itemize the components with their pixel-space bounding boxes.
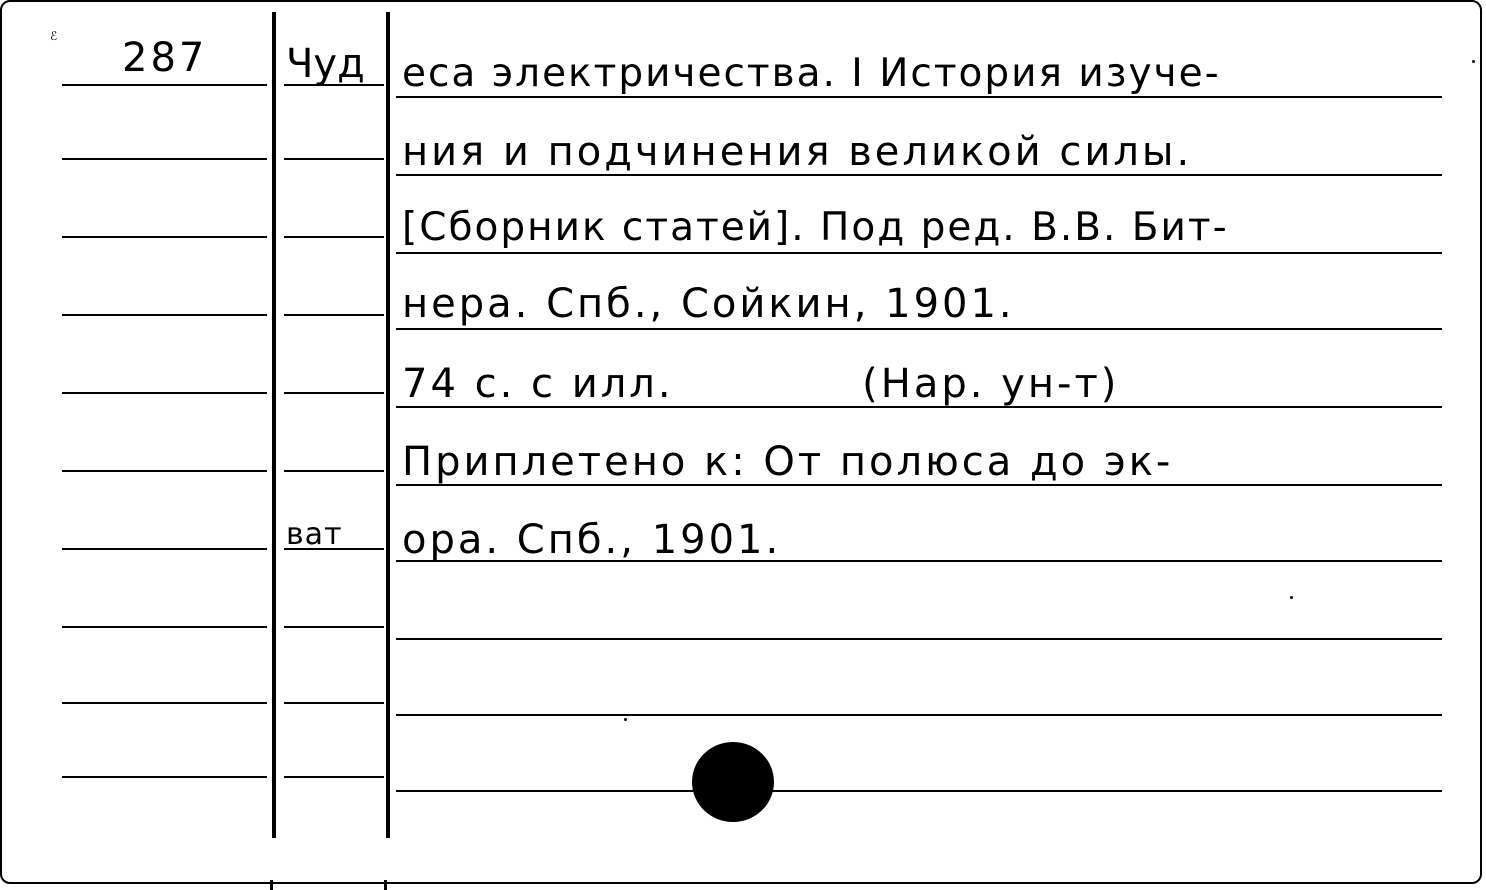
- ruled-line: [62, 392, 267, 394]
- ruled-line: [62, 84, 267, 86]
- bound-with-imprint: ора. Спб., 1901.: [402, 517, 782, 563]
- speck: [1472, 60, 1475, 63]
- corner-mark: ℰ: [50, 29, 58, 43]
- ruled-line: [284, 626, 384, 628]
- ruled-line: [284, 158, 384, 160]
- call-number: 287: [122, 35, 208, 81]
- speck: [624, 718, 627, 721]
- ruled-line: [284, 236, 384, 238]
- ruled-line: [284, 702, 384, 704]
- ruled-line: [396, 638, 1442, 640]
- ruled-line: [284, 470, 384, 472]
- ruled-line: [284, 392, 384, 394]
- ruled-line: [62, 158, 267, 160]
- ruled-line: [62, 548, 267, 550]
- title-line-1: еса электричества. I История изуче-: [402, 51, 1221, 96]
- ruled-line: [396, 714, 1442, 716]
- ruled-line: [62, 314, 267, 316]
- ruled-line: [396, 790, 1442, 792]
- title-line-3: [Сборник статей]. Под ред. В.В. Бит-: [402, 205, 1229, 250]
- bound-with-line: Приплетено к: От полюса до эк-: [402, 439, 1174, 485]
- ruled-line: [396, 252, 1442, 254]
- ruled-line: [62, 626, 267, 628]
- ruled-line: [62, 470, 267, 472]
- collation-line: 74 с. с илл. (Нар. ун-т): [402, 361, 1120, 407]
- title-line-2: ния и подчинения великой силы.: [402, 129, 1193, 175]
- ruled-line: [284, 776, 384, 778]
- ruled-line: [284, 314, 384, 316]
- punch-hole: [692, 742, 774, 822]
- column-divider-left: [272, 12, 276, 838]
- imprint-line: нера. Спб., Сойкин, 1901.: [402, 281, 1015, 327]
- column-divider-right: [386, 12, 390, 838]
- author-continuation: ват: [286, 517, 343, 552]
- ruled-line: [396, 96, 1442, 98]
- speck: [1290, 596, 1293, 599]
- ruled-line: [62, 776, 267, 778]
- ruled-line: [62, 702, 267, 704]
- ruled-line: [62, 236, 267, 238]
- author-abbreviation: Чуд: [286, 41, 365, 87]
- ruled-line: [396, 328, 1442, 330]
